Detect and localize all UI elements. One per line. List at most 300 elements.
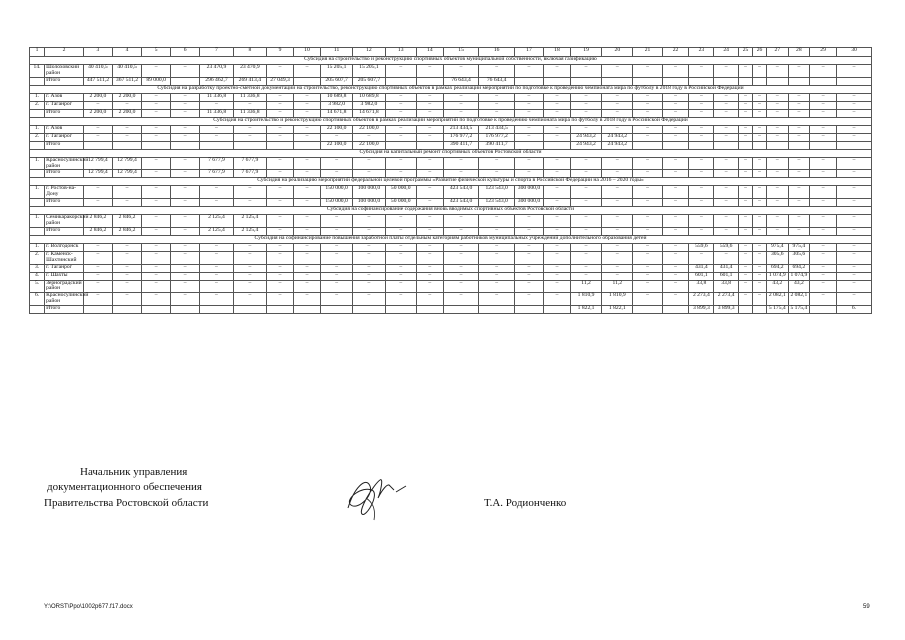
table-cell: –: [767, 215, 789, 228]
table-cell: 11 336,8: [200, 93, 233, 101]
table-cell: [171, 306, 200, 314]
table-cell: –: [200, 186, 233, 199]
table-cell: –: [753, 109, 767, 117]
table-cell: –: [171, 133, 200, 141]
table-cell: 1 810,9: [602, 293, 633, 306]
table-cell: –: [171, 227, 200, 235]
signature-title-line2: документационного обеспечения: [47, 481, 202, 493]
table-cell: –: [837, 293, 872, 306]
table-cell: –: [767, 101, 789, 109]
table-cell: –: [788, 186, 810, 199]
table-cell: 89 000,0: [142, 77, 171, 85]
table-cell: 2 846,2: [112, 227, 141, 235]
table-cell: [753, 141, 767, 149]
table-cell: –: [602, 101, 633, 109]
table-cell: –: [320, 133, 352, 141]
table-cell: –: [739, 170, 753, 178]
table-cell: –: [200, 251, 233, 264]
table-cell: –: [544, 65, 571, 78]
table-cell: –: [837, 280, 872, 293]
table-cell: [788, 141, 810, 149]
table-cell: –: [200, 280, 233, 293]
municipality-name: г. Таганрог: [45, 264, 84, 272]
table-cell: –: [385, 93, 416, 101]
table-cell: [294, 306, 321, 314]
table-cell: –: [714, 186, 739, 199]
table-cell: 2 082,1: [788, 293, 810, 306]
table-cell: –: [267, 101, 294, 109]
table-cell: –: [443, 243, 479, 251]
table-cell: 12 799,4: [112, 157, 141, 170]
table-cell: –: [662, 280, 689, 293]
table-cell: 975,4: [788, 243, 810, 251]
table-cell: [171, 141, 200, 149]
table-cell: –: [662, 133, 689, 141]
table-cell: –: [689, 227, 714, 235]
table-cell: –: [662, 93, 689, 101]
table-cell: –: [443, 101, 479, 109]
row-number: 4.: [30, 272, 45, 280]
table-cell: –: [767, 186, 789, 199]
table-cell: –: [514, 251, 543, 264]
table-cell: –: [479, 227, 515, 235]
column-number: 6: [171, 48, 200, 57]
table-cell: –: [739, 199, 753, 207]
table-cell: –: [753, 272, 767, 280]
table-cell: 2 125,4: [200, 215, 233, 228]
table-cell: 10 689,8: [353, 93, 385, 101]
table-cell: –: [570, 101, 601, 109]
table-cell: –: [200, 264, 233, 272]
table-cell: –: [514, 243, 543, 251]
table-cell: –: [810, 133, 837, 141]
table-cell: –: [479, 65, 515, 78]
table-cell: –: [171, 293, 200, 306]
table-cell: –: [267, 125, 294, 133]
table-cell: –: [83, 243, 112, 251]
table-cell: –: [83, 264, 112, 272]
row-number: 1.: [30, 243, 45, 251]
table-cell: 22 100,0: [353, 141, 385, 149]
row-number: 1.: [30, 93, 45, 101]
column-number: 15: [443, 48, 479, 57]
table-cell: –: [810, 293, 837, 306]
table-cell: –: [171, 65, 200, 78]
row-number: 3.: [30, 264, 45, 272]
table-cell: –: [714, 133, 739, 141]
table-cell: –: [443, 109, 479, 117]
table-cell: [810, 141, 837, 149]
municipality-name: Итого: [45, 170, 84, 178]
table-cell: –: [753, 251, 767, 264]
table-cell: [767, 141, 789, 149]
row-number: 2.: [30, 101, 45, 109]
municipality-name: Зерноградский район: [46, 279, 82, 292]
table-cell: –: [788, 157, 810, 170]
table-cell: –: [353, 280, 385, 293]
signature-name: Т.А. Родионченко: [484, 497, 567, 509]
table-cell: –: [633, 65, 662, 78]
table-cell: –: [837, 227, 872, 235]
table-cell: –: [689, 125, 714, 133]
table-cell: –: [810, 264, 837, 272]
row-number: 2.: [30, 251, 45, 264]
table-cell: –: [267, 157, 294, 170]
table-cell: 5 175,4: [767, 306, 789, 314]
table-cell: –: [267, 215, 294, 228]
table-cell: 3 982,0: [353, 101, 385, 109]
table-cell: –: [633, 93, 662, 101]
row-number: 1.: [30, 215, 45, 228]
table-cell: 2 846,2: [112, 215, 141, 228]
table-cell: 601,1: [714, 272, 739, 280]
table-cell: 33,8: [714, 280, 739, 293]
table-cell: –: [320, 170, 352, 178]
table-cell: –: [633, 280, 662, 293]
table-cell: 305,6: [788, 251, 810, 264]
column-number: 13: [385, 48, 416, 57]
table-cell: 123 543,0: [479, 186, 515, 199]
table-cell: –: [753, 264, 767, 272]
table-cell: 43,2: [788, 280, 810, 293]
table-cell: –: [544, 251, 571, 264]
table-cell: –: [788, 101, 810, 109]
column-number: 20: [602, 48, 633, 57]
table-cell: –: [479, 251, 515, 264]
table-cell: –: [294, 251, 321, 264]
table-cell: –: [810, 186, 837, 199]
table-cell: –: [767, 157, 789, 170]
table-cell: –: [788, 133, 810, 141]
table-cell: –: [570, 199, 601, 207]
table-cell: –: [267, 264, 294, 272]
table-cell: –: [353, 227, 385, 235]
table-cell: –: [689, 93, 714, 101]
table-cell: –: [479, 109, 515, 117]
table-cell: [788, 77, 810, 85]
municipality-name: Итого: [45, 227, 84, 235]
table-cell: –: [767, 65, 789, 78]
table-cell: –: [662, 272, 689, 280]
table-cell: 24 943,2: [570, 141, 601, 149]
table-cell: –: [112, 125, 141, 133]
section-title: Субсидия на капитальный ремонт спортивных объектов Ростовской области: [30, 149, 872, 157]
table-cell: –: [200, 125, 233, 133]
table-cell: –: [385, 293, 416, 306]
table-cell: –: [810, 157, 837, 170]
table-cell: –: [443, 170, 479, 178]
row-number: 1.: [30, 186, 45, 199]
table-cell: –: [83, 125, 112, 133]
municipality-name: Итого: [45, 141, 84, 149]
table-cell: –: [385, 101, 416, 109]
table-cell: 1 822,1: [602, 306, 633, 314]
table-cell: –: [714, 109, 739, 117]
table-cell: –: [267, 243, 294, 251]
section-title: Субсидия на строительство и реконструкцию спортивных объектов муниципальной собственности, включая газификацию: [30, 57, 872, 65]
table-cell: –: [171, 93, 200, 101]
table-cell: –: [385, 157, 416, 170]
row-number: [30, 109, 45, 117]
table-cell: [267, 306, 294, 314]
row-number: 1.: [30, 157, 45, 170]
table-cell: –: [739, 227, 753, 235]
table-cell: –: [83, 199, 112, 207]
table-cell: 27 049,3: [267, 77, 294, 85]
table-cell: –: [353, 264, 385, 272]
table-cell: –: [320, 215, 352, 228]
table-cell: 2 125,4: [200, 227, 233, 235]
table-cell: –: [753, 199, 767, 207]
table-cell: –: [171, 170, 200, 178]
table-cell: 213 434,5: [443, 125, 479, 133]
table-row: [30, 264, 872, 272]
table-cell: –: [514, 280, 543, 293]
table-cell: –: [753, 280, 767, 293]
table-cell: –: [570, 215, 601, 228]
table-cell: –: [570, 65, 601, 78]
table-cell: –: [810, 109, 837, 117]
table-cell: –: [416, 93, 443, 101]
table-cell: –: [479, 264, 515, 272]
table-cell: –: [689, 157, 714, 170]
table-cell: –: [267, 199, 294, 207]
table-cell: –: [837, 93, 872, 101]
column-number: 2: [45, 48, 84, 57]
signature-title-line1: Начальник управления: [80, 466, 188, 478]
table-cell: –: [200, 133, 233, 141]
table-cell: –: [385, 243, 416, 251]
table-cell: 2 200,0: [112, 93, 141, 101]
signature-title-line3: Правительства Ростовской области: [44, 497, 209, 509]
table-cell: –: [544, 170, 571, 178]
table-cell: –: [689, 65, 714, 78]
table-cell: 11,2: [570, 280, 601, 293]
table-cell: –: [320, 243, 352, 251]
table-cell: –: [142, 199, 171, 207]
table-cell: –: [633, 101, 662, 109]
table-cell: –: [633, 157, 662, 170]
table-cell: –: [171, 199, 200, 207]
table-cell: [416, 306, 443, 314]
table-cell: –: [662, 251, 689, 264]
table-cell: –: [633, 186, 662, 199]
column-number: 7: [200, 48, 233, 57]
column-number: 19: [570, 48, 601, 57]
table-cell: –: [544, 280, 571, 293]
table-cell: –: [544, 125, 571, 133]
handwritten-signature: [336, 468, 416, 528]
table-cell: –: [200, 101, 233, 109]
table-cell: 1 074,9: [788, 272, 810, 280]
table-cell: –: [479, 280, 515, 293]
table-cell: 2 200,0: [83, 109, 112, 117]
table-cell: –: [353, 133, 385, 141]
table-cell: –: [633, 215, 662, 228]
table-cell: –: [788, 93, 810, 101]
table-cell: –: [544, 227, 571, 235]
table-cell: 22 100,0: [320, 125, 352, 133]
table-cell: –: [142, 170, 171, 178]
table-cell: –: [662, 227, 689, 235]
table-cell: –: [739, 157, 753, 170]
table-cell: [810, 77, 837, 85]
table-cell: –: [294, 243, 321, 251]
table-cell: –: [416, 293, 443, 306]
table-cell: –: [200, 293, 233, 306]
table-cell: 176 977,2: [443, 133, 479, 141]
table-cell: –: [267, 280, 294, 293]
table-cell: –: [788, 215, 810, 228]
table-cell: –: [294, 101, 321, 109]
table-cell: [689, 141, 714, 149]
table-cell: –: [544, 272, 571, 280]
table-cell: [837, 141, 872, 149]
table-cell: –: [416, 101, 443, 109]
table-cell: –: [689, 133, 714, 141]
table-cell: 50 000,0: [385, 199, 416, 207]
table-cell: –: [662, 65, 689, 78]
table-row: [30, 215, 872, 228]
table-cell: –: [267, 109, 294, 117]
table-cell: 269 413,4: [233, 77, 266, 85]
table-cell: –: [294, 264, 321, 272]
table-cell: –: [142, 101, 171, 109]
table-cell: –: [753, 186, 767, 199]
table-cell: –: [142, 251, 171, 264]
table-row: [30, 306, 872, 314]
table-cell: –: [837, 101, 872, 109]
table-cell: –: [810, 227, 837, 235]
table-cell: 22 100,0: [320, 141, 352, 149]
row-number: [30, 199, 45, 207]
table-cell: –: [142, 157, 171, 170]
table-cell: –: [662, 109, 689, 117]
table-cell: 213 434,5: [479, 125, 515, 133]
municipality-name: Итого: [45, 109, 84, 117]
table-cell: –: [353, 293, 385, 306]
table-cell: –: [385, 280, 416, 293]
table-cell: –: [479, 215, 515, 228]
table-cell: –: [320, 293, 352, 306]
table-cell: –: [633, 170, 662, 178]
table-cell: –: [514, 101, 543, 109]
table-cell: –: [788, 125, 810, 133]
table-cell: 11 336,8: [233, 109, 266, 117]
table-cell: –: [602, 272, 633, 280]
table-cell: 447 511,2: [83, 77, 112, 85]
table-cell: –: [416, 243, 443, 251]
table-cell: –: [689, 109, 714, 117]
table-cell: –: [267, 272, 294, 280]
table-cell: –: [633, 133, 662, 141]
table-cell: –: [416, 227, 443, 235]
section-title: Субсидия на софинансирование повышения заработной платы отдельным категориям работников муниципальных учреждений дополнительного образования детей: [30, 235, 872, 243]
table-cell: 3 899,3: [714, 306, 739, 314]
table-cell: 10 689,8: [320, 93, 352, 101]
table-cell: 22 100,0: [353, 125, 385, 133]
column-number: 5: [142, 48, 171, 57]
table-cell: –: [233, 243, 266, 251]
table-cell: –: [788, 65, 810, 78]
table-cell: 43,2: [767, 280, 789, 293]
table-cell: –: [837, 215, 872, 228]
table-cell: –: [514, 109, 543, 117]
table-cell: –: [837, 170, 872, 178]
table-cell: [544, 141, 571, 149]
table-cell: 11 336,8: [233, 93, 266, 101]
table-cell: –: [662, 199, 689, 207]
table-cell: –: [570, 109, 601, 117]
table-cell: 3 899,3: [689, 306, 714, 314]
table-cell: [200, 141, 233, 149]
table-cell: –: [753, 215, 767, 228]
table-cell: –: [83, 133, 112, 141]
table-cell: –: [714, 215, 739, 228]
table-cell: –: [233, 133, 266, 141]
table-cell: –: [479, 101, 515, 109]
table-cell: 15 205,1: [353, 65, 385, 78]
table-cell: –: [416, 170, 443, 178]
table-cell: –: [294, 125, 321, 133]
table-cell: –: [416, 133, 443, 141]
table-cell: –: [385, 109, 416, 117]
table-cell: [267, 141, 294, 149]
table-cell: –: [810, 125, 837, 133]
table-cell: –: [385, 272, 416, 280]
table-cell: –: [233, 186, 266, 199]
table-cell: –: [233, 199, 266, 207]
table-cell: –: [544, 109, 571, 117]
table-cell: –: [294, 109, 321, 117]
table-cell: [320, 306, 352, 314]
table-cell: 100 000,0: [353, 199, 385, 207]
table-cell: –: [714, 170, 739, 178]
table-cell: [714, 141, 739, 149]
table-cell: –: [514, 293, 543, 306]
table-cell: –: [479, 293, 515, 306]
table-cell: –: [294, 65, 321, 78]
table-row: [30, 186, 872, 199]
table-cell: –: [320, 251, 352, 264]
table-cell: –: [294, 199, 321, 207]
table-cell: –: [633, 199, 662, 207]
table-cell: –: [767, 199, 789, 207]
table-cell: –: [294, 272, 321, 280]
table-cell: [233, 306, 266, 314]
table-cell: 24 943,2: [602, 133, 633, 141]
table-cell: 176 977,2: [479, 133, 515, 141]
table-cell: –: [200, 272, 233, 280]
table-cell: 2 200,0: [112, 109, 141, 117]
municipality-name: Красносулинский район: [46, 292, 89, 305]
table-cell: –: [544, 264, 571, 272]
table-cell: –: [689, 251, 714, 264]
table-cell: –: [810, 65, 837, 78]
table-cell: –: [602, 264, 633, 272]
table-cell: –: [112, 199, 141, 207]
table-row: [30, 157, 872, 170]
table-cell: –: [443, 272, 479, 280]
table-cell: –: [544, 186, 571, 199]
table-cell: –: [112, 133, 141, 141]
table-cell: –: [83, 251, 112, 264]
table-cell: –: [479, 170, 515, 178]
table-cell: –: [753, 101, 767, 109]
row-number: [30, 306, 45, 314]
table-cell: –: [171, 101, 200, 109]
table-cell: –: [353, 170, 385, 178]
